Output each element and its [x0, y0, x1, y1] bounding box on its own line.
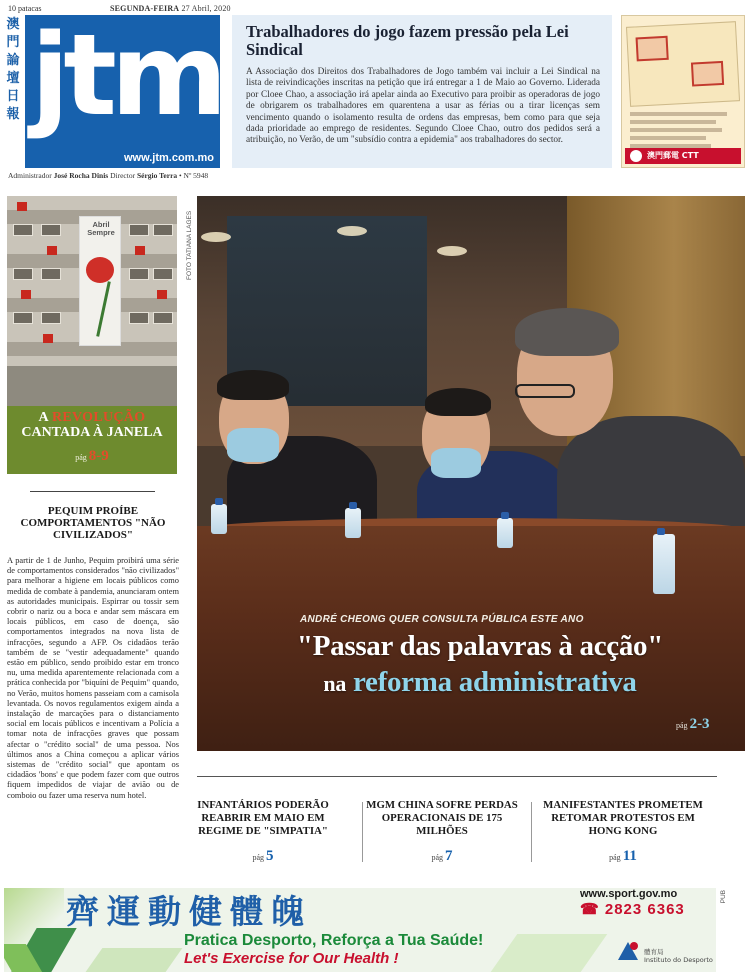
logo-text: jtm — [31, 11, 222, 141]
page-number: 8-9 — [88, 448, 109, 464]
issue-weekday: SEGUNDA-FEIRA — [110, 4, 180, 13]
main-story-page-ref[interactable] — [676, 716, 710, 733]
sport-advertisement[interactable] — [4, 888, 716, 972]
ctt-logo-icon — [630, 150, 642, 162]
admin-name: José Rocha Dinis — [53, 171, 109, 180]
beijing-article-headline[interactable]: PEQUIM PROÍBE COMPORTAMENTOS "NÃO CIVILIZADOS" — [20, 505, 166, 541]
carnation-banner — [79, 216, 121, 346]
stamp-icon — [691, 61, 724, 87]
teaser-page-ref[interactable] — [183, 848, 343, 865]
chinese-masthead-char: 日 — [6, 89, 20, 104]
teaser-kindergartens[interactable]: INFANTÁRIOS PODERÃO REABRIR EM MAIO EM REGIME DE "SIMPATIA" — [197, 799, 329, 837]
face-mask-icon — [227, 428, 279, 462]
price: 10 patacas — [8, 4, 42, 13]
page-label: pág — [431, 853, 444, 862]
ad-map-image — [626, 21, 740, 107]
page-label: pág — [252, 853, 265, 862]
banner-text: Abril Sempre — [87, 220, 115, 237]
teaser-hong-kong-protests[interactable]: MANIFESTANTES PROMETEM RETOMAR PROTESTOS EM HONG KONG — [543, 799, 703, 837]
website-link[interactable]: www.jtm.com.mo — [123, 152, 214, 164]
ad-slogan-en: Let's Exercise for Our Health ! — [184, 950, 399, 967]
page-number: 7 — [445, 848, 453, 864]
divider — [197, 776, 717, 777]
main-story-kicker: ANDRÉ CHEONG QUER CONSULTA PÚBLICA ESTE ANO — [300, 614, 584, 625]
revolution-feature-caption[interactable] — [7, 406, 177, 474]
water-bottle-icon — [653, 534, 675, 594]
page-number: 2-3 — [689, 716, 710, 732]
photo-credit: FOTO TATIANA LAGES — [186, 210, 193, 280]
page-number: 11 — [622, 848, 637, 864]
institute-pt: Instituto do Desporto — [644, 956, 713, 964]
director-name: Sérgio Terra — [136, 171, 178, 180]
top-story[interactable] — [232, 15, 612, 168]
water-bottle-icon — [211, 504, 227, 534]
feature-page-ref[interactable] — [7, 448, 177, 465]
top-story-headline[interactable]: Trabalhadores do jogo fazem pressão pela Lei Sindical — [246, 22, 569, 59]
main-headline-line2[interactable] — [230, 666, 730, 700]
chinese-masthead-char: 壇 — [6, 71, 20, 86]
carnation-icon — [86, 257, 114, 283]
ad-decoration — [86, 948, 183, 972]
institute-cn: 體育局 — [644, 948, 664, 956]
teaser-page-ref[interactable] — [362, 848, 522, 865]
stamp-icon — [636, 36, 669, 62]
admin-label: Administrador — [8, 171, 52, 180]
masthead-logo[interactable] — [25, 11, 222, 168]
chinese-masthead-char: 門 — [6, 35, 20, 50]
headline-connector: na — [323, 671, 347, 696]
page-label: pág — [676, 721, 688, 730]
ctt-brand — [625, 148, 741, 164]
top-story-body: A Associação dos Direitos dos Trabalhadores de Jogo também vai incluir a Lei Sindical na lista de reivindicações inscritas na petição que irá entregar a 1 de Maio ao Governo. Liderada por Cloee Chao, a associação irá apelar ainda ao Executivo para proibir as operadoras de jogo de obrigarem os trabalhadores em quarentena a usar as férias ou a tirar licenças sem vencimento quando o isolamento resulta de ordens das empresas, bem como para que seja dada prioridade ao emprego de residentes. Segundo Cloee Chao, outro dos pedidos será a atribuição, no Verão, de um "subsídio contra a epidemia" aos trabalhadores do sector. — [246, 67, 600, 146]
chinese-masthead-char: 報 — [6, 107, 20, 122]
ctt-advertisement[interactable] — [621, 15, 745, 168]
issue-number: • Nº 5948 — [179, 171, 209, 180]
sports-institute-name — [644, 948, 713, 964]
feature-title-a: A — [38, 410, 52, 425]
ad-website-link[interactable]: www.sport.gov.mo — [580, 888, 678, 900]
face-mask-icon — [431, 448, 481, 478]
ad-decoration — [491, 934, 608, 972]
ad-chinese-slogan: 齊運動健體魄 — [66, 892, 312, 931]
chinese-masthead-char: 澳 — [6, 17, 20, 32]
ad-text-lines — [630, 112, 738, 152]
teaser-page-ref[interactable] — [543, 848, 703, 865]
feature-title-line2: CANTADA À JANELA — [21, 425, 163, 440]
main-headline-line1[interactable]: "Passar das palavras à acção" — [296, 630, 664, 662]
ctt-brand-text: 澳門郵電 CTT — [647, 151, 699, 160]
feature-title-highlight: REVOLUÇÃO — [52, 410, 146, 425]
page-label: pág — [75, 453, 87, 462]
glasses-icon — [515, 384, 575, 398]
water-bottle-icon — [345, 508, 361, 538]
teaser-mgm-china[interactable]: MGM CHINA SOFRE PERDAS OPERACIONAIS DE 175 MILHÕES — [366, 799, 518, 837]
divider — [30, 491, 155, 492]
revolution-feature-photo[interactable] — [7, 196, 177, 406]
director-label: Director — [110, 171, 136, 180]
ad-phone[interactable]: ☎ 2823 6363 — [580, 901, 685, 918]
divider — [531, 802, 532, 862]
page-label: pág — [609, 853, 621, 862]
pub-label: PUB — [720, 890, 727, 904]
ad-slogan-pt: Pratica Desporto, Reforça a Tua Saúde! — [184, 932, 484, 949]
water-bottle-icon — [497, 518, 513, 548]
sports-institute-logo-icon — [616, 940, 640, 962]
headline-highlight: reforma administrativa — [352, 666, 637, 698]
issue-date-rest: 27 Abril, 2020 — [181, 4, 231, 13]
beijing-article-body: A partir de 1 de Junho, Pequim proibirá uma série de comportamentos considerados "não civilizados" para melhorar a higiene em locais públicos como medida de combate à pandemia, anunciaram ontem as autoridades municipais. Espirrar ou tossir sem cobrir o nariz ou a boca e andar sem máscara em locais públicos, em caso de doença, são comportamentos integrados na nova lista de infracções, segundo a AFP. Os cidadãos terão também de se "vestir adequadamente" quando estão em público, sendo proibido estar em tronco nu, uma medida aparentemente relacionada com a prática conhecida por "biquíni de Pequim" quando, no Verão, muitos homens passeiam com a camisola levantada. Os novos regulamentos exigem ainda a instalação de marcações para o distanciamento social em locais públicos e incentivam a Polícia a tomar nota de infracções graves que possam afectar o "crédito social" de uma pessoa. Nos últimos anos a China começou a aplicar vários sistemas de "crédito social" que apontam os cidadãos 'bons' e que podem fazer com que outros fiquem impedidos de viajar de avião ou de comboio ou fazer uma reserva num hotel. — [7, 556, 179, 800]
chinese-masthead — [4, 16, 22, 124]
staff-line — [8, 171, 208, 180]
feature-title-line1 — [7, 406, 177, 425]
page-number: 5 — [266, 848, 274, 864]
chinese-masthead-char: 論 — [6, 53, 20, 68]
